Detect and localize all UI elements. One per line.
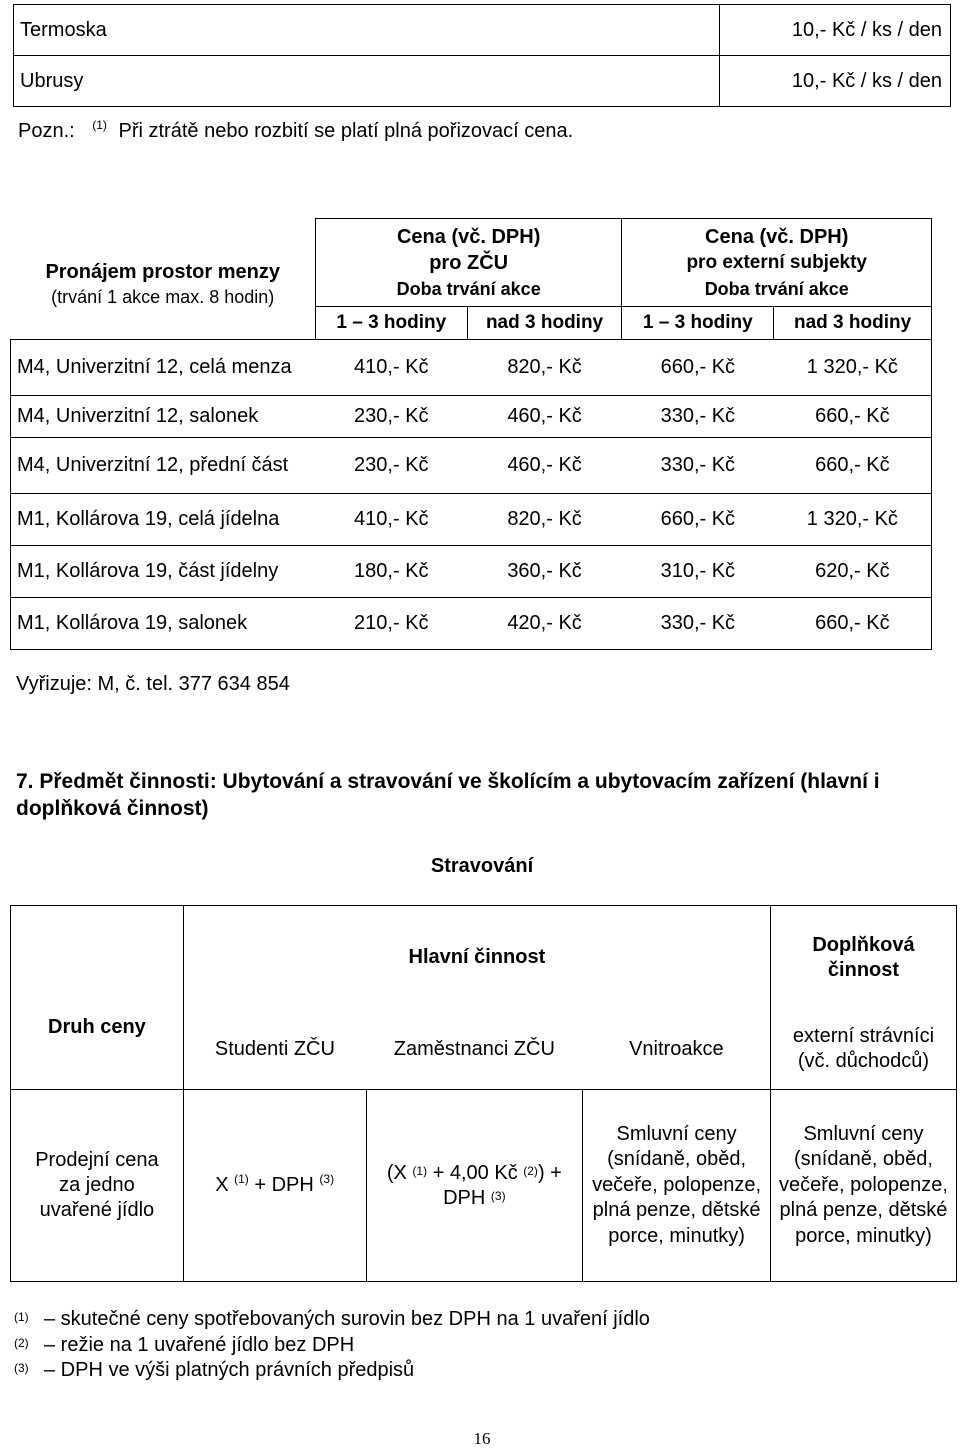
- item-price: 10,- Kč / ks / den: [720, 5, 951, 56]
- price-cell: 660,- Kč: [622, 340, 774, 396]
- footnote: [14, 1358, 650, 1384]
- note-mark: (1): [92, 118, 107, 132]
- table-row: [11, 438, 932, 494]
- duration-long: nad 3 hodiny: [467, 307, 622, 340]
- footnote: [14, 1307, 650, 1333]
- price-cell: 410,- Kč: [315, 494, 467, 546]
- price-cell: 210,- Kč: [315, 598, 467, 650]
- zcu-header-line2: pro ZČU: [429, 251, 509, 274]
- price-cell: 660,- Kč: [622, 494, 774, 546]
- price-cell: 360,- Kč: [467, 546, 622, 598]
- table-row: [14, 56, 951, 107]
- formula-dph: DPH: [443, 1186, 486, 1209]
- footnote-mark: (1): [234, 1172, 249, 1186]
- footnote-mark: (1): [14, 1310, 29, 1324]
- table-row: [11, 906, 957, 1010]
- table-row: [11, 598, 932, 650]
- footnote-mark: (3): [490, 1188, 506, 1203]
- table-row: [11, 1090, 957, 1282]
- rental-price-table: [10, 218, 932, 650]
- footnote-text: – skutečné ceny spotřebovaných surovin bez DPH na 1 uvaření jídlo: [44, 1308, 650, 1330]
- ext-header-line2: pro externí subjekty: [686, 251, 867, 273]
- item-price: 10,- Kč / ks / den: [720, 56, 951, 107]
- price-cell: 1 320,- Kč: [774, 494, 932, 546]
- price-cell: 230,- Kč: [315, 396, 467, 438]
- price-cell: 330,- Kč: [622, 438, 774, 494]
- formula-close: ) +: [537, 1161, 562, 1184]
- price-cell: 180,- Kč: [315, 546, 467, 598]
- employees-price: [366, 1090, 583, 1282]
- internal-events-price: Smluvní ceny (snídaně, oběd, večeře, polopenze, plná penze, dětské porce, minutky): [583, 1090, 771, 1282]
- price-cell: 310,- Kč: [622, 546, 774, 598]
- item-name: Termoska: [14, 5, 720, 56]
- main-activity-header: Hlavní činnost: [183, 906, 770, 1010]
- price-cell: 330,- Kč: [622, 598, 774, 650]
- footnote-mark: (2): [523, 1163, 538, 1178]
- venue-name: M1, Kollárova 19, salonek: [11, 598, 316, 650]
- price-cell: 660,- Kč: [774, 598, 932, 650]
- zcu-price-header: [315, 219, 622, 307]
- price-cell: 660,- Kč: [774, 438, 932, 494]
- zcu-header-line1: Cena (vč. DPH): [396, 225, 541, 248]
- price-cell: 820,- Kč: [467, 340, 622, 396]
- duration-short: 1 – 3 hodiny: [622, 307, 774, 340]
- table-row: [14, 5, 951, 56]
- item-name: Ubrusy: [14, 56, 720, 107]
- venue-name: M4, Univerzitní 12, přední část: [11, 438, 316, 494]
- table-row: [11, 546, 932, 598]
- page-number: 16: [473, 1429, 491, 1448]
- zcu-duration-label: Doba trvání akce: [396, 278, 541, 299]
- price-cell: 460,- Kč: [467, 438, 622, 494]
- footnote-mark: (2): [14, 1335, 29, 1350]
- internal-events-header: Vnitroakce: [583, 1010, 771, 1090]
- table-row: [11, 219, 932, 307]
- footnotes: [14, 1307, 650, 1384]
- external-price-header: [622, 219, 932, 307]
- duration-short: 1 – 3 hodiny: [315, 307, 467, 340]
- students-header: Studenti ZČU: [183, 1010, 366, 1090]
- duration-long: nad 3 hodiny: [774, 307, 932, 340]
- venue-name: M1, Kollárova 19, celá jídelna: [11, 494, 316, 546]
- footnote-mark: (3): [319, 1172, 335, 1186]
- note-prefix: Pozn.:: [18, 120, 75, 142]
- secondary-activity-header: Doplňková činnost: [770, 906, 956, 1010]
- accessories-price-table: [13, 4, 951, 107]
- ext-duration-label: Doba trvání akce: [704, 278, 849, 299]
- footnote-mark: (1): [412, 1163, 428, 1178]
- students-price: [183, 1090, 366, 1282]
- footnote-text: – DPH ve výši platných právních předpisů: [44, 1359, 415, 1381]
- note-text: Při ztrátě nebo rozbití se platí plná pořizovací cena.: [118, 120, 574, 142]
- price-cell: 330,- Kč: [622, 396, 774, 438]
- external-diners-header: externí strávníci (vč. důchodců): [770, 1010, 956, 1090]
- formula-x: (X: [386, 1161, 407, 1184]
- footnote-mark: (3): [14, 1361, 29, 1375]
- table-row: [11, 396, 932, 438]
- table-row: [11, 340, 932, 396]
- price-cell: 410,- Kč: [315, 340, 467, 396]
- price-cell: 1 320,- Kč: [774, 340, 932, 396]
- table-row: [11, 494, 932, 546]
- formula-x: X: [215, 1174, 229, 1196]
- external-diners-price: Smluvní ceny (snídaně, oběd, večeře, polopenze, plná penze, dětské porce, minutky): [770, 1090, 956, 1282]
- price-cell: 230,- Kč: [315, 438, 467, 494]
- price-cell: 660,- Kč: [774, 396, 932, 438]
- section-heading: 7. Předmět činnosti: Ubytování a stravování ve školícím a ubytovacím zařízení (hlavní i doplňková činnost): [16, 770, 880, 820]
- sale-price-label: Prodejní cena za jedno uvařené jídlo: [11, 1090, 184, 1282]
- rental-subtitle: (trvání 1 akce max. 8 hodin): [51, 286, 275, 307]
- rental-title: Pronájem prostor menzy: [45, 260, 280, 283]
- price-cell: 820,- Kč: [467, 494, 622, 546]
- employees-header: Zaměstnanci ZČU: [366, 1010, 583, 1090]
- footnote-text: – režie na 1 uvařené jídlo bez DPH: [44, 1333, 355, 1356]
- venue-name: M1, Kollárova 19, část jídelny: [11, 546, 316, 598]
- footnote: [14, 1333, 650, 1359]
- contact-line: Vyřizuje: M, č. tel. 377 634 854: [16, 673, 290, 695]
- price-type-header: Druh ceny: [11, 906, 184, 1090]
- note: [18, 120, 573, 143]
- ext-header-line1: Cena (vč. DPH): [705, 225, 849, 248]
- formula-overhead: + 4,00 Kč: [432, 1161, 518, 1184]
- catering-price-table: [10, 905, 957, 1282]
- venue-name: M4, Univerzitní 12, salonek: [11, 396, 316, 438]
- venue-name: M4, Univerzitní 12, celá menza: [11, 340, 316, 396]
- rental-title-cell: [11, 219, 316, 340]
- price-cell: 420,- Kč: [467, 598, 622, 650]
- formula-dph: + DPH: [254, 1174, 314, 1196]
- section-subheading: Stravování: [430, 855, 534, 877]
- price-cell: 620,- Kč: [774, 546, 932, 598]
- price-cell: 460,- Kč: [467, 396, 622, 438]
